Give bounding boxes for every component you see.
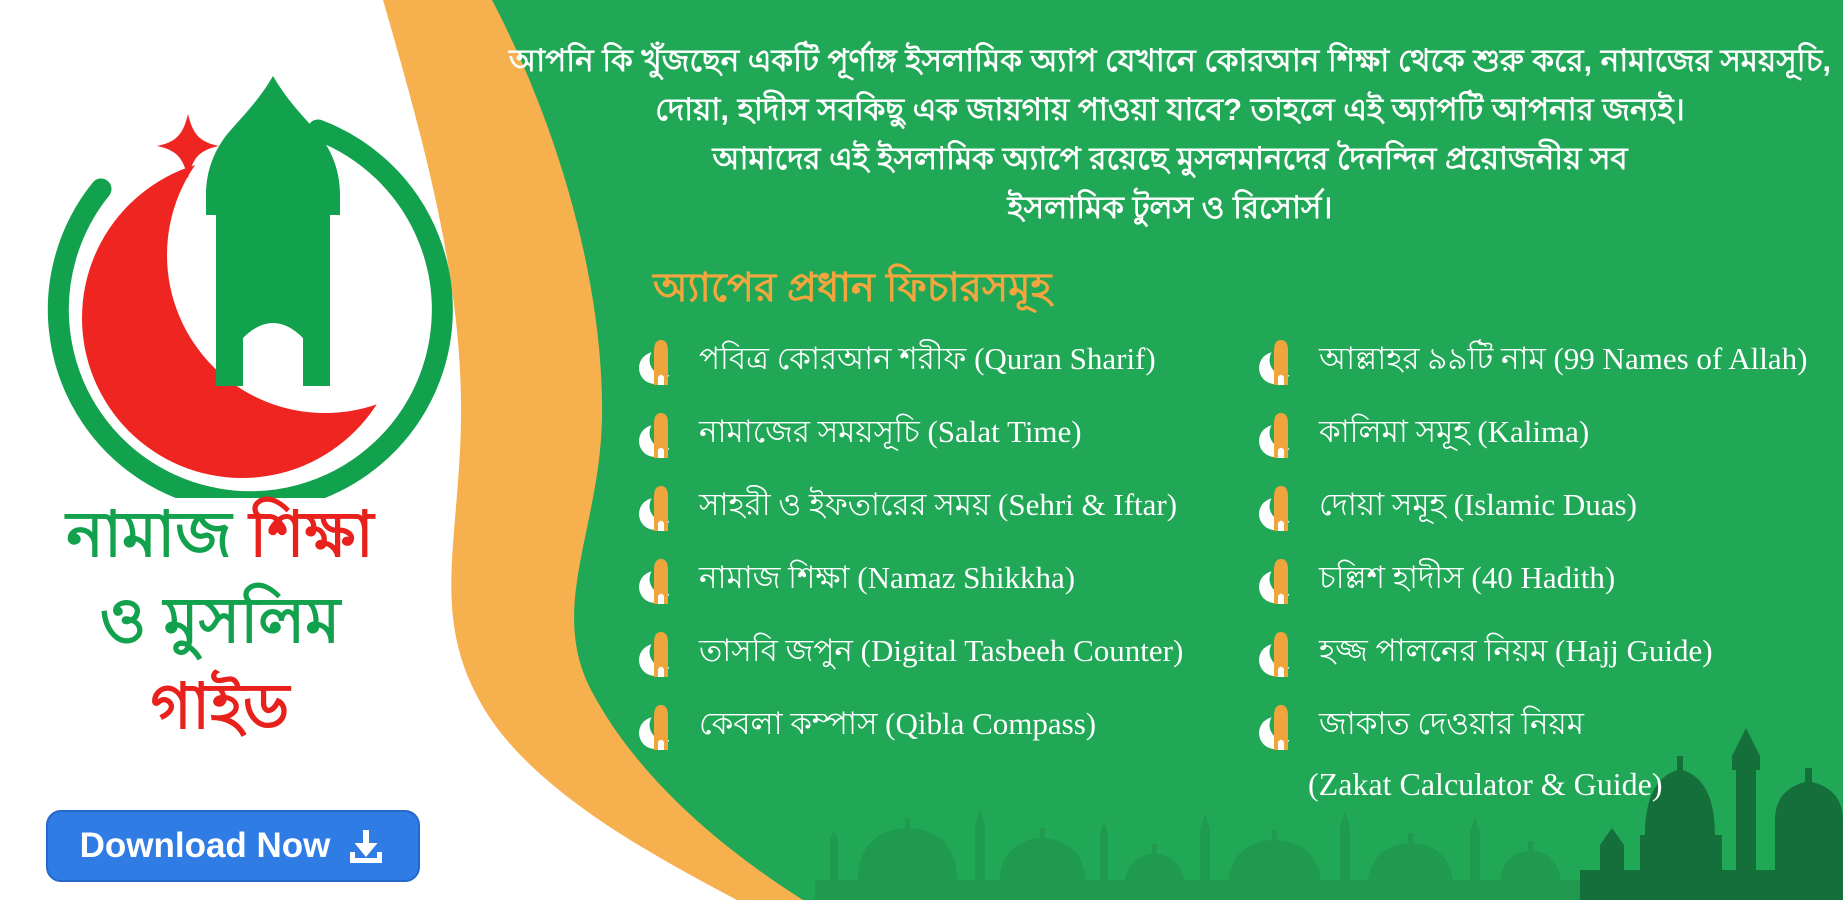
- app-title-line3: গাইড: [150, 672, 290, 742]
- feature-item-40-hadith: [1258, 543, 1843, 616]
- feature-label: জাকাত দেওয়ার নিয়ম: [1319, 705, 1584, 741]
- crescent-minaret-icon: [638, 554, 684, 606]
- intro-line: দোয়া, হাদীস সবকিছু এক জায়গায় পাওয়া যাবে? তাহলে এই অ্যাপটি আপনার জন্যই।: [655, 92, 1685, 127]
- feature-label: নামাজ শিক্ষা (Namaz Shikkha): [699, 559, 1076, 595]
- app-title-line2: ও মুসলিম: [99, 586, 341, 656]
- crescent-minaret-icon: [638, 335, 684, 387]
- feature-label: কেবলা কম্পাস (Qibla Compass): [699, 705, 1097, 741]
- intro-text: [505, 36, 1835, 232]
- feature-label: নামাজের সময়সূচি (Salat Time): [699, 413, 1082, 449]
- feature-item-zakat: [1258, 689, 1843, 762]
- zakat-note: (Zakat Calculator & Guide): [1308, 766, 1663, 802]
- feature-label: চল্লিশ হাদীস (40 Hadith): [1319, 559, 1616, 595]
- logo-door-arch: [243, 323, 303, 386]
- feature-label: পবিত্র কোরআন শরীফ (Quran Sharif): [699, 340, 1156, 376]
- feature-item-quran: [638, 324, 1258, 397]
- feature-item-duas: [1258, 470, 1843, 543]
- intro-line: ইসলামিক টুলস ও রিসোর্স।: [1007, 190, 1333, 225]
- intro-line: আমাদের এই ইসলামিক অ্যাপে রয়েছে মুসলমানদের দৈনন্দিন প্রয়োজনীয় সব: [712, 141, 1628, 176]
- crescent-mosque-logo: [0, 18, 500, 498]
- crescent-minaret-icon: [1258, 627, 1304, 679]
- feature-item-salat-time: [638, 397, 1258, 470]
- feature-label: তাসবি জপুন (Digital Tasbeeh Counter): [699, 632, 1184, 668]
- feature-item-99-names: [1258, 324, 1843, 397]
- feature-item-kalima: [1258, 397, 1843, 470]
- features-column-left: [638, 324, 1258, 762]
- download-icon: [346, 826, 386, 866]
- crescent-minaret-icon: [1258, 700, 1304, 752]
- features-heading: অ্যাপের প্রধান ফিচারসমূহ: [653, 266, 1052, 310]
- feature-label: কালিমা সমূহ (Kalima): [1319, 413, 1590, 449]
- download-button-label: Download Now: [79, 826, 331, 865]
- crescent-minaret-icon: [1258, 335, 1304, 387]
- feature-item-hajj-guide: [1258, 616, 1843, 689]
- crescent-minaret-icon: [638, 408, 684, 460]
- crescent-minaret-icon: [638, 481, 684, 533]
- feature-label: হজ্জ পালনের নিয়ম (Hajj Guide): [1319, 632, 1713, 668]
- features-column-right: [1258, 324, 1843, 803]
- crescent-minaret-icon: [638, 700, 684, 752]
- feature-item-qibla: [638, 689, 1258, 762]
- crescent-minaret-icon: [1258, 408, 1304, 460]
- crescent-minaret-icon: [1258, 481, 1304, 533]
- feature-label: সাহরী ও ইফতারের সময় (Sehri & Iftar): [699, 486, 1178, 522]
- app-title-word2: শিক্ষা: [249, 500, 374, 570]
- app-title: [8, 492, 432, 750]
- download-now-button[interactable]: [46, 810, 420, 882]
- crescent-minaret-icon: [638, 627, 684, 679]
- crescent-minaret-icon: [1258, 554, 1304, 606]
- feature-label: দোয়া সমূহ (Islamic Duas): [1319, 486, 1637, 522]
- intro-line: আপনি কি খুঁজছেন একটি পূর্ণাঙ্গ ইসলামিক অ্যাপ যেখানে কোরআন শিক্ষা থেকে শুরু করে, নামাজের সময়সূচি,: [509, 43, 1831, 78]
- feature-item-namaz-shikkha: [638, 543, 1258, 616]
- feature-item-tasbeeh: [638, 616, 1258, 689]
- feature-item-sehri-iftar: [638, 470, 1258, 543]
- app-title-word1: নামাজ: [66, 500, 232, 570]
- app-title-line1: [8, 492, 432, 578]
- feature-label: আল্লাহর ৯৯টি নাম (99 Names of Allah): [1319, 340, 1808, 376]
